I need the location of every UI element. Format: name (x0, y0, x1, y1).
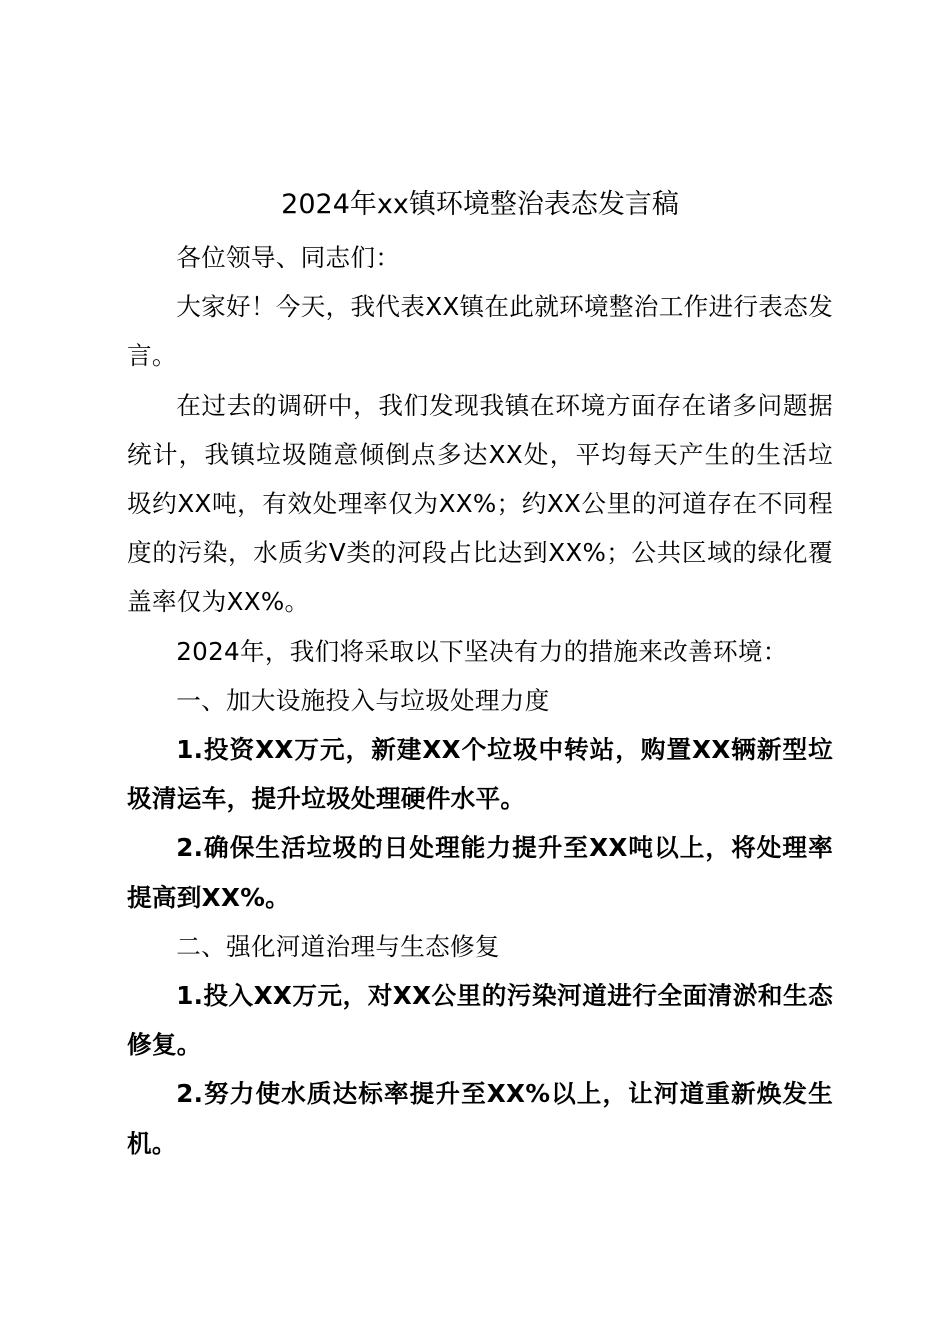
section-1-item-1: 1.投资XX万元，新建XX个垃圾中转站，购置XX辆新型垃圾清运车，提升垃圾处理硬件水平。 (127, 735, 833, 814)
paragraph-problems: 在过去的调研中，我们发现我镇在环境方面存在诸多问题据统计，我镇垃圾随意倾倒点多达XX处，平均每天产生的生活垃圾约XX吨，有效处理率仅为XX%；约XX公里的河道存在不同程度的污染，水质劣Ⅴ类的河段占比达到XX%；公共区域的绿化覆盖率仅为XX%。 (127, 390, 833, 617)
section-2-item-2: 2.努力使水质达标率提升至XX%以上，让河道重新焕发生机。 (127, 1079, 833, 1158)
section-2-item-1: 1.投入XX万元，对XX公里的污染河道进行全面清淤和生态修复。 (127, 981, 833, 1060)
section-1-heading: 一、加大设施投入与垃圾处理力度 (176, 685, 550, 715)
section-2-heading: 二、强化河道治理与生态修复 (176, 931, 500, 961)
salutation: 各位领导、同志们： (176, 243, 401, 272)
section-1-item-2: 2.确保生活垃圾的日处理能力提升至XX吨以上，将处理率提高到XX%。 (127, 833, 833, 912)
document-title: 2024年xx镇环境整治表态发言稿 (281, 189, 679, 220)
paragraph-greeting: 大家好！今天，我代表XX镇在此就环境整治工作进行表态发言。 (127, 292, 833, 371)
paragraph-measures-intro: 2024年，我们将采取以下坚决有力的措施来改善环境： (176, 636, 788, 666)
document-body (127, 233, 833, 1168)
